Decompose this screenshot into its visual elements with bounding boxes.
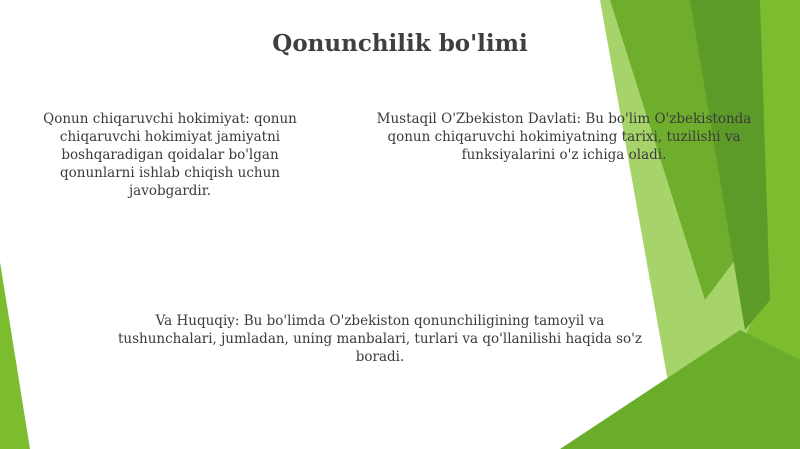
text-block-legal: Va Huquqiy: Bu bo'limda O'zbekiston qonunchiligining tamoyil va tushunchalari, jumladan, uning manbalari, turlari va qo'llanilishi haqida so'z boradi.: [117, 313, 643, 365]
left-green-shape: [0, 262, 30, 449]
slide-title: Qonunchilik bo'limi: [272, 30, 528, 57]
text-block-independent-state: Mustaqil O'Zbekiston Davlati: Bu bo'lim O'zbekistonda qonun chiqaruvchi hokimiyatning tarixi, tuzilishi va funksiyalarini o'z ichiga oladi.: [376, 111, 752, 163]
text-block-legislative-power: Qonun chiqaruvchi hokimiyat: qonun chiqaruvchi hokimiyat jamiyatni boshqaradigan qoidalar bo'lgan qonunlarni ishlab chiqish uchun javobgardir.: [43, 111, 297, 199]
